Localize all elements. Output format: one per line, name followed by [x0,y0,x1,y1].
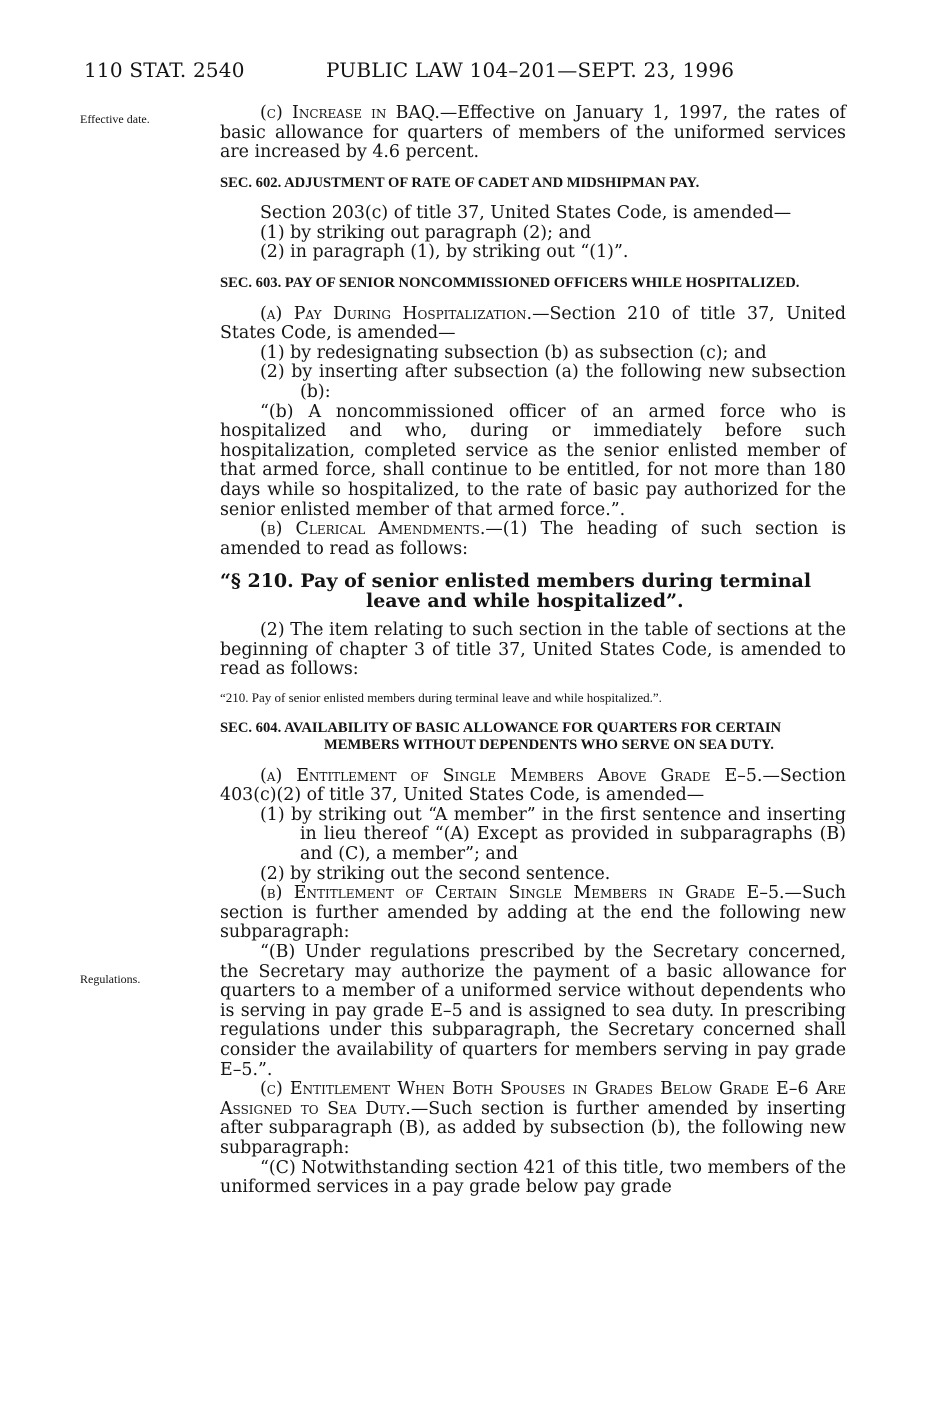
section-603-paragraph-2: (2) The item relating to such section in the table of sections at the beginning of chapter 3 of title 37, United States Code, is amended to read as follows: [220,620,846,680]
section-604-quoted-subparagraph-b: “(B) Under regulations prescribed by the Secretary concerned, the Secretary may authorize the payment of a basic allowance for quarters to a member of a uniformed service without dependents who is serving in pay grade E–5 and is assigned to sea duty. In prescribing regulations under this subparagraph, the Secretary concerned shall consider the availability of quarters for members serving in pay grade E–5.”. [220,942,846,1080]
section-210-heading: “§ 210. Pay of senior enlisted members during terminal leave and while hospitalized”. [220,570,812,613]
subsection-heading: (b) Entitlement of Certain Single Members in Grade E–5. [260,883,785,904]
subsection-heading: (a) Entitlement of Single Members Above Grade E–5. [260,765,763,786]
section-602-text: Section 203(c) of title 37, United States Code, is amended— [260,203,792,224]
subsection-text: —Such section is further amended by adding at the end the following new subparagraph: [220,883,846,943]
section-604-quoted-subparagraph-c: “(C) Notwithstanding section 421 of this title, two members of the uniformed services in a pay grade below pay grade [220,1157,846,1198]
subsection-heading: (a) Pay During Hospitalization. [260,303,533,324]
section-604-item-2: (2) by striking out the second sentence. [260,863,611,884]
section-602-item-2: (2) in paragraph (1), by striking out “(1)”. [260,242,629,263]
subsection-heading: (b) Clerical Amendments. [260,519,486,540]
subsection-text: —Section 210 of title 37, United States Code, is amended— [220,303,846,344]
subsection-text: —Effective on January 1, 1997, the rates of basic allowance for quarters of members of the uniformed services are increased by 4.6 percent. [220,103,846,163]
public-law-header: PUBLIC LAW 104–201—SEPT. 23, 1996 [326,58,735,82]
section-604-item-1: (1) by striking out “A member” in the first sentence and inserting in lieu thereof “(A) Except as provided in subparagraphs (B) and (C), a member”; and [260,804,846,865]
margin-note-effective-date: Effective date. [80,112,150,126]
section-604-heading: SEC. 604. AVAILABILITY OF BASIC ALLOWANCE FOR QUARTERS FOR CERTAIN MEMBERS WITHOUT DEPENDENTS WHO SERVE ON SEA DUTY. [220,719,782,754]
subsection-text: —Section 403(c)(2) of title 37, United States Code, is amended— [220,765,846,806]
margin-note-regulations: Regulations. [80,972,141,986]
document-body [220,104,846,1198]
section-604-subsection-c [220,1080,846,1158]
page-stat-header: 110 STAT. 2540 [84,58,245,82]
section-604-subsection-b [220,884,846,943]
section-603-subsection-a [220,305,846,344]
section-603-item-2: (2) by inserting after subsection (a) the following new subsection (b): [260,362,846,402]
section-603-item-1: (1) by redesignating subsection (b) as subsection (c); and [260,342,767,363]
section-602-heading: SEC. 602. ADJUSTMENT OF RATE OF CADET AND MIDSHIPMAN PAY. [220,174,700,191]
section-602-item-1: (1) by striking out paragraph (2); and [260,222,592,243]
section-604-subsection-a [220,767,846,806]
section-603-subsection-b [220,520,846,559]
subsection-heading: (c) Entitlement When Both Spouses in Grades Below Grade E–6 Are Assigned to Sea Duty. [220,1079,846,1119]
subsection-text: —(1) The heading of such section is amended to read as follows: [220,519,846,559]
section-603-quoted-subsection-b: “(b) A noncommissioned officer of an armed force who is hospitalized and who, during or immediately before such hospitalization, completed service as the senior enlisted member of that armed force, shall continue to be entitled, for not more than 180 days while so hospitalized, to the rate of basic pay authorized for the senior enlisted member of that armed force.”. [220,401,846,520]
subsection-heading: (c) Increase in BAQ. [260,103,440,123]
subsection-text: —Such section is further amended by inserting after subparagraph (B), as added by subsection (b), the following new subparagraph: [220,1098,846,1158]
section-603-heading: SEC. 603. PAY OF SENIOR NONCOMMISSIONED OFFICERS WHILE HOSPITALIZED. [220,275,800,292]
subsection-c-increase-baq [220,104,846,163]
table-of-sections-item: “210. Pay of senior enlisted members during terminal leave and while hospitalized.”. [220,690,662,706]
